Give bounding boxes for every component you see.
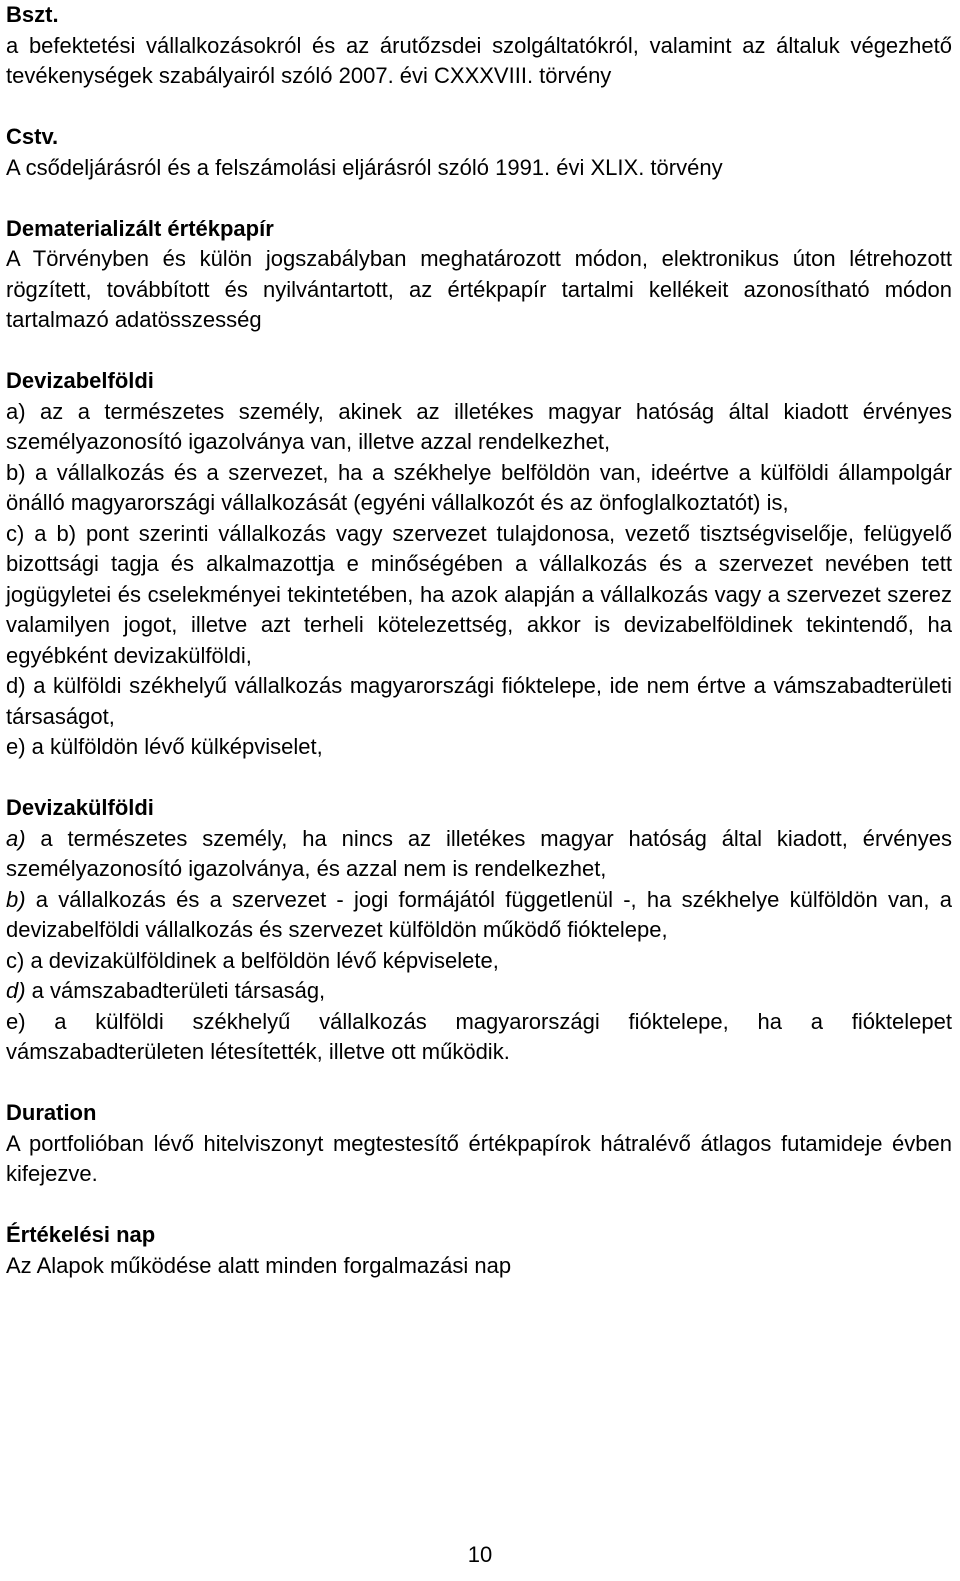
term-definition: A csődeljárásról és a felszámolási eljárásról szóló 1991. évi XLIX. törvény: [6, 154, 723, 180]
item-text: a külföldön lévő külképviselet,: [25, 734, 323, 759]
term-definition: Az Alapok működése alatt minden forgalmazási nap: [6, 1252, 512, 1278]
term-definition: a befektetési vállalkozásokról és az árutőzsdei szolgáltatókról, valamint az általuk végezhető tevékenységek szabályairól szóló 2007. évi CXXXVIII. törvény: [6, 32, 952, 88]
item-text: a természetes személy, ha nincs az illetékes magyar hatóság által kiadott, érvényes személyazonosító igazolványa, és azzal nem is rendelkezhet,: [6, 825, 952, 881]
term-heading: Devizabelföldi: [6, 368, 154, 393]
item-text: a vállalkozás és a szervezet - jogi formájától függetlenül -, ha székhelye külföldön van, a devizabelföldi vállalkozás és szervezet külföldön működő fióktelepe,: [6, 886, 952, 942]
definition-item: [6, 732, 952, 763]
item-text: a vámszabadterületi társaság,: [25, 978, 326, 1003]
glossary-entry-dematerializalt-ertekpapir: [6, 214, 952, 336]
definition-item: [6, 519, 952, 672]
term-definition: A Törvényben és külön jogszabályban meghatározott módon, elektronikus úton létrehozott rögzített, továbbított és nyilvántartott, az értékpapír tartalmi kellékeit azonosítható módon tartalmazó adatösszesség: [6, 246, 952, 332]
item-label: b): [6, 886, 26, 912]
item-label: a): [6, 825, 26, 851]
paragraph-gap: [6, 1068, 952, 1099]
item-text: az a természetes személy, akinek az illetékes magyar hatóság által kiadott érvényes személyazonosító igazolványa van, illetve azzal rendelkezhet,: [6, 398, 952, 454]
glossary-entry-ertekelesi-nap: [6, 1220, 952, 1281]
definition-item: [6, 1007, 952, 1068]
page-number: 10: [467, 1542, 493, 1567]
definition-item: [6, 397, 952, 458]
item-label: b): [6, 459, 26, 485]
paragraph-gap: [6, 92, 952, 123]
definition-item: [6, 976, 952, 1007]
item-text: a devizakülföldinek a belföldön lévő képviselete,: [24, 947, 499, 973]
item-label: c): [6, 520, 25, 546]
item-text: a külföldi székhelyű vállalkozás magyarországi fióktelepe, ha a fióktelepet vámszabadterületen létesítették, illetve ott működik.: [6, 1008, 952, 1064]
item-text: a vállalkozás és a szervezet, ha a székhelye belföldön van, ideértve a külföldi állampolgár önálló magyarországi vállalkozását (egyéni vállalkozót és az önfoglalkoztatót) is,: [6, 459, 952, 515]
item-label: e): [6, 734, 26, 759]
definition-item: [6, 671, 952, 732]
paragraph-gap: [6, 183, 952, 214]
paragraph-gap: [6, 336, 952, 367]
item-text: a b) pont szerinti vállalkozás vagy szervezet tulajdonosa, vezető tisztségviselője, felügyelő bizottsági tagja és alkalmazottja e minőségében a vállalkozás és a szervezet nevében tett jogügyletei és cselekményei tekintetében, ha azok alapján a vállalkozás vagy a szervezet szerez valamilyen jogot, illetve azt terheli kötelezettség, akkor is devizabelföldinek tekintendő, ha egyébként devizakülföldi,: [6, 520, 952, 668]
term-heading: Duration: [6, 1100, 97, 1125]
item-text: a külföldi székhelyű vállalkozás magyarországi fióktelepe, ide nem értve a vámszabadterületi társaságot,: [6, 673, 952, 729]
glossary-entry-bszt: [6, 0, 952, 92]
paragraph-gap: [6, 763, 952, 794]
term-definition: A portfolióban lévő hitelviszonyt megtestesítő értékpapírok hátralévő átlagos futamideje évben kifejezve.: [6, 1130, 952, 1186]
definition-item: [6, 946, 952, 977]
definition-item: [6, 458, 952, 519]
item-label: d): [6, 978, 26, 1003]
glossary-entry-devizabelfoldi: [6, 366, 952, 763]
term-heading: Értékelési nap: [6, 1222, 156, 1247]
term-heading: Devizakülföldi: [6, 795, 154, 820]
item-label: e): [6, 1008, 26, 1034]
definition-item: [6, 824, 952, 885]
term-heading: Dematerializált értékpapír: [6, 215, 274, 241]
document-page: [6, 0, 952, 1281]
item-label: a): [6, 398, 26, 424]
item-label: d): [6, 673, 26, 698]
term-heading: Bszt.: [6, 2, 59, 27]
glossary-entry-cstv: [6, 122, 952, 183]
definition-item: [6, 885, 952, 946]
item-label: c): [6, 947, 25, 973]
glossary-entry-devizakulfoldi: [6, 793, 952, 1068]
glossary-entry-duration: [6, 1098, 952, 1190]
term-heading: Cstv.: [6, 124, 59, 149]
paragraph-gap: [6, 1190, 952, 1221]
